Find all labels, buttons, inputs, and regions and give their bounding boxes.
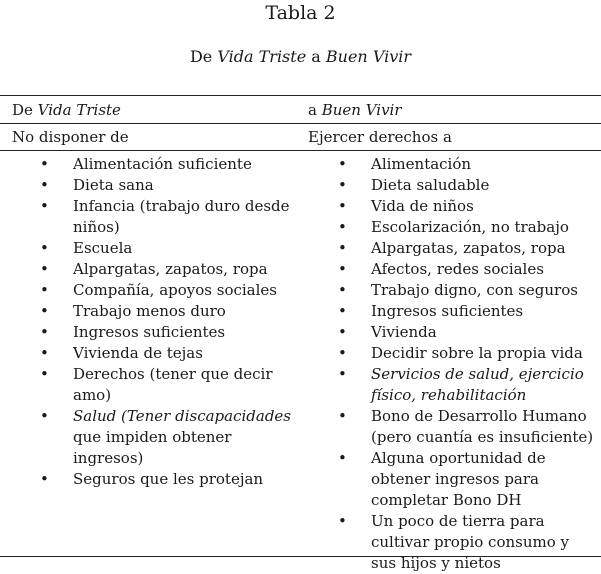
list-item-text: Infancia (trabajo duro desde niños) <box>73 197 290 236</box>
list-item-text: Alguna oportunidad de obtener ingresos para completar Bono DH <box>371 449 546 509</box>
list-item-text: que impiden obtener ingresos) <box>73 428 232 467</box>
table-title <box>0 47 601 67</box>
list-item-text: Trabajo digno, con seguros <box>371 281 578 299</box>
list-item-text: Vivienda de tejas <box>73 344 203 362</box>
bullet-icon: • <box>338 218 347 236</box>
list-item <box>40 280 295 301</box>
list-item <box>338 175 596 196</box>
title-prefix: De <box>189 47 218 66</box>
list-item <box>338 154 596 175</box>
list-item-text: Afectos, redes sociales <box>371 260 544 278</box>
list-item <box>40 175 295 196</box>
list-item-text: Alimentación suficiente <box>73 155 252 173</box>
bullet-icon: • <box>338 197 347 215</box>
list-item <box>40 259 295 280</box>
list-item-text: Trabajo menos duro <box>73 302 226 320</box>
list-item <box>40 406 295 469</box>
list-item <box>40 196 295 238</box>
bullet-icon: • <box>338 239 347 257</box>
table-bottom-rule <box>0 556 601 557</box>
right-column-header <box>308 100 402 120</box>
subheader-divider-rule <box>0 150 601 151</box>
bullet-icon: • <box>338 365 347 383</box>
bullet-icon: • <box>338 302 347 320</box>
list-item-text: Un poco de tierra para cultivar propio consumo y sus hijos y nietos <box>371 512 569 572</box>
table-label: Tabla 2 <box>265 2 336 24</box>
list-item-text: Decidir sobre la propia vida <box>371 344 583 362</box>
list-item <box>338 217 596 238</box>
list-item-text: Alpargatas, zapatos, ropa <box>73 260 268 278</box>
list-item <box>338 280 596 301</box>
list-item <box>338 196 596 217</box>
bullet-icon: • <box>40 281 49 299</box>
list-item <box>40 238 295 259</box>
list-item <box>338 448 596 511</box>
list-item <box>338 322 596 343</box>
bullet-icon: • <box>40 176 49 194</box>
bullet-icon: • <box>40 344 49 362</box>
list-item <box>338 364 596 406</box>
bullet-icon: • <box>338 281 347 299</box>
list-item <box>338 301 596 322</box>
right-header-prefix: a <box>308 101 322 119</box>
list-item <box>338 259 596 280</box>
title-to: Buen Vivir <box>325 47 412 66</box>
bullet-icon: • <box>338 155 347 173</box>
right-header-italic: Buen Vivir <box>321 101 402 119</box>
left-items-list <box>40 154 295 490</box>
bullet-icon: • <box>338 323 347 341</box>
list-item-italic-text: Salud (Tener discapacidades <box>73 407 291 425</box>
bullet-icon: • <box>40 260 49 278</box>
header-divider-rule <box>0 123 601 124</box>
bullet-icon: • <box>40 323 49 341</box>
list-item-text: Derechos (tener que decir amo) <box>73 365 273 404</box>
bullet-icon: • <box>338 449 347 467</box>
list-item-text: Ingresos suficientes <box>73 323 226 341</box>
bullet-icon: • <box>338 260 347 278</box>
list-item-italic-text: Servicios de salud, ejercicio físico, rehabilitación <box>371 365 584 404</box>
bullet-icon: • <box>338 512 347 530</box>
bullet-icon: • <box>40 239 49 257</box>
left-column-header <box>12 100 121 120</box>
bullet-icon: • <box>338 344 347 362</box>
left-header-prefix: De <box>12 101 38 119</box>
list-item-text: Dieta sana <box>73 176 154 194</box>
bullet-icon: • <box>40 302 49 320</box>
list-item <box>338 238 596 259</box>
list-item <box>40 343 295 364</box>
list-item-text: Vivienda <box>371 323 437 341</box>
table-top-rule <box>0 95 601 96</box>
title-connector: a <box>306 47 326 66</box>
list-item-text: Escolarización, no trabajo <box>371 218 569 236</box>
list-item <box>40 469 295 490</box>
list-item <box>338 406 596 448</box>
title-from: Vida Triste <box>217 47 307 66</box>
list-item-text: Bono de Desarrollo Humano (pero cuantía es insuficiente) <box>371 407 594 446</box>
list-item-text: Alimentación <box>371 155 472 173</box>
bullet-icon: • <box>40 470 49 488</box>
bullet-icon: • <box>338 407 347 425</box>
list-item-text: Dieta saludable <box>371 176 490 194</box>
list-item-text: Alpargatas, zapatos, ropa <box>371 239 566 257</box>
bullet-icon: • <box>40 197 49 215</box>
list-item-text: Seguros que les protejan <box>73 470 264 488</box>
list-item <box>40 154 295 175</box>
list-item <box>338 343 596 364</box>
left-column-subheader: No disponer de <box>12 128 129 146</box>
list-item-text: Ingresos suficientes <box>371 302 524 320</box>
list-item-text: Escuela <box>73 239 133 257</box>
list-item-text: Compañía, apoyos sociales <box>73 281 278 299</box>
left-header-italic: Vida Triste <box>37 101 121 119</box>
list-item <box>40 322 295 343</box>
list-item <box>40 301 295 322</box>
bullet-icon: • <box>338 176 347 194</box>
right-items-list <box>338 154 596 574</box>
list-item <box>40 364 295 406</box>
bullet-icon: • <box>40 365 49 383</box>
list-item-text: Vida de niños <box>371 197 474 215</box>
bullet-icon: • <box>40 407 49 425</box>
list-item <box>338 511 596 574</box>
right-column-subheader: Ejercer derechos a <box>308 128 452 146</box>
bullet-icon: • <box>40 155 49 173</box>
